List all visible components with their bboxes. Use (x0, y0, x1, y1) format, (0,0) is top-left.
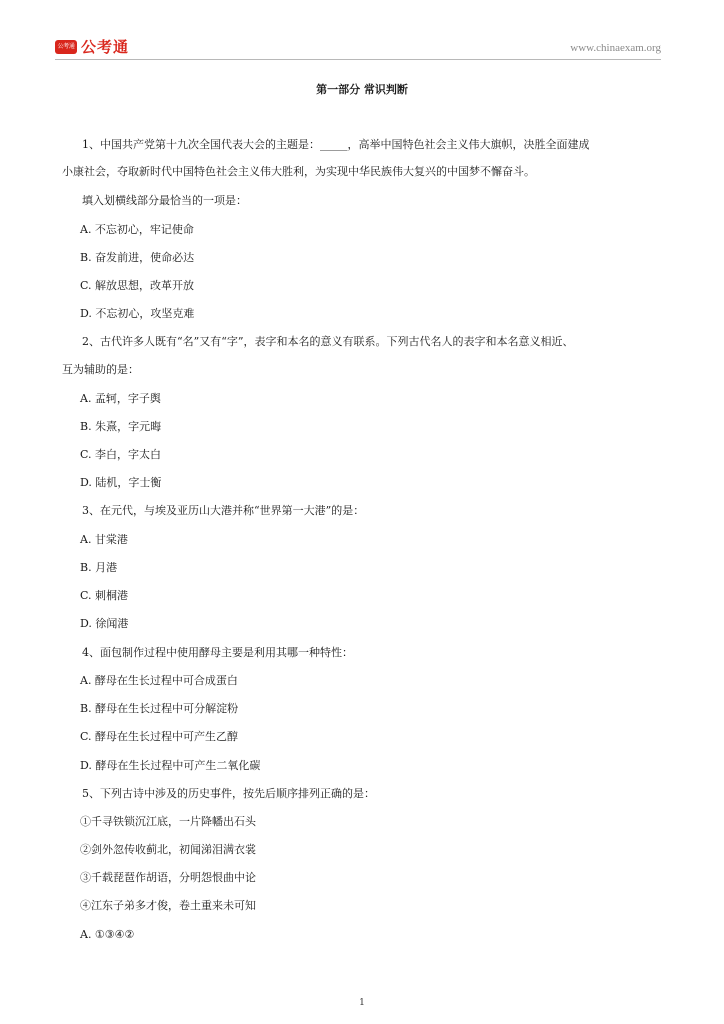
question-3-option-a: A. 甘棠港 (80, 533, 128, 546)
question-3-option-b: B. 月港 (80, 561, 118, 574)
question-2-stem-line-2: 互为辅助的是： (62, 363, 139, 376)
question-1-stem-line-3: 填入划横线部分最恰当的一项是： (82, 194, 247, 207)
question-4-option-b: B. 酵母在生长过程中可分解淀粉 (80, 702, 239, 715)
question-1-option-c: C. 解放思想，改革开放 (80, 279, 195, 292)
question-2-option-a: A. 孟轲，字子舆 (80, 392, 161, 405)
question-3-stem-line-1: 3、在元代，与埃及亚历山大港并称“世界第一大港”的是： (82, 504, 365, 517)
question-2-option-c: C. 李白，字太白 (80, 448, 162, 461)
logo-badge: 公考通 (55, 40, 77, 54)
question-4-stem-line-1: 4、面包制作过程中使用酵母主要是利用其哪一种特性： (82, 646, 353, 659)
question-1-option-d: D. 不忘初心，攻坚克难 (80, 307, 195, 320)
question-5-option-a: A. ①③④② (80, 928, 135, 941)
logo (55, 36, 129, 57)
page-header (55, 34, 661, 60)
question-2-stem-line-1: 2、古代许多人既有“名”又有“字”，表字和本名的意义有联系。下列古代名人的表字和本名意义相近、 (82, 335, 574, 348)
question-1-stem-line-2: 小康社会，夺取新时代中国特色社会主义伟大胜利，为实现中华民族伟大复兴的中国梦不懈奋斗。 (62, 165, 535, 178)
question-4-option-d: D. 酵母在生长过程中可产生二氧化碳 (80, 759, 261, 772)
question-5-item-4: ④江东子弟多才俊，卷土重来未可知 (80, 899, 256, 912)
header-divider (55, 59, 661, 60)
question-5-item-1: ①千寻铁锁沉江底，一片降幡出石头 (80, 815, 256, 828)
question-4-option-a: A. 酵母在生长过程中可合成蛋白 (80, 674, 238, 687)
page-number: 1 (359, 998, 365, 1008)
question-5-item-3: ③千载琵琶作胡语，分明怨恨曲中论 (80, 871, 256, 884)
question-1-option-b: B. 奋发前进，使命必达 (80, 251, 195, 264)
question-2-option-b: B. 朱熹，字元晦 (80, 420, 162, 433)
question-4-option-c: C. 酵母在生长过程中可产生乙醇 (80, 730, 239, 743)
section-title: 第一部分 常识判断 (316, 83, 408, 96)
question-3-option-c: C. 刺桐港 (80, 589, 129, 602)
question-1-stem-line-1: 1、中国共产党第十九次全国代表大会的主题是：_____，高举中国特色社会主义伟大旗帜，决胜全面建成 (82, 138, 590, 151)
site-url: www.chinaexam.org (570, 42, 661, 54)
question-1-option-a: A. 不忘初心，牢记使命 (80, 223, 194, 236)
question-5-item-2: ②剑外忽传收蓟北，初闻涕泪满衣裳 (80, 843, 256, 856)
question-2-option-d: D. 陆机，字士衡 (80, 476, 162, 489)
logo-text: 公考通 (81, 38, 130, 56)
question-5-stem-line-1: 5、下列古诗中涉及的历史事件，按先后顺序排列正确的是： (82, 787, 375, 800)
question-3-option-d: D. 徐闻港 (80, 617, 129, 630)
